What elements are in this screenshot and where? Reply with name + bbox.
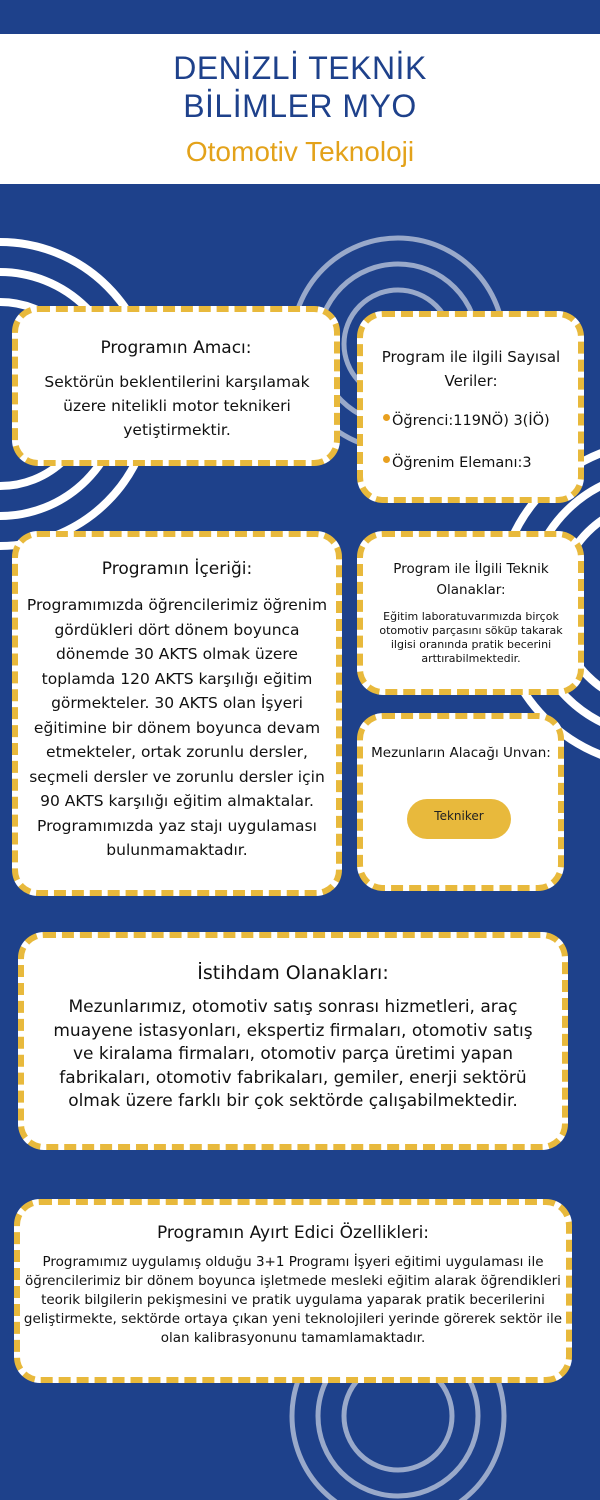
program-content-title: Programın İçeriği: — [101, 559, 253, 579]
numerical-data-title: Program ile ilgili Sayısal Veriler: — [381, 348, 561, 390]
technical-facilities-text: Eğitim laboratuvarımızda birçok otomotiv parçasını söküp takarak ilgisi oranında pratik becerini arttırabilmektedir. — [379, 610, 563, 665]
bullet-icon — [383, 456, 390, 463]
distinctive-features-text: Programımız uygulamış olduğu 3+1 Programı İşyeri eğitimi uygulaması ile öğrencilerimiz bir dönem boyunca işletmede mesleki eğitim alarak öğrendikleri teorik bilgilerin pekişmesini ve pratik uygulama yaparak pratik becerilerini geliştirmekte, sektörde ortaya çıkan yeni teknolojileri yerinde görerek sektör ile olan kalibrasyonunu tamamlamaktadır. — [23, 1254, 563, 1346]
page-subtitle: Otomotiv Teknoloji — [185, 136, 415, 167]
graduate-title-card — [357, 713, 564, 891]
employment-card — [18, 932, 568, 1150]
staff-count-item — [383, 455, 532, 471]
header-banner — [0, 34, 600, 184]
top-strip — [0, 0, 600, 34]
program-content-card — [12, 531, 342, 896]
employment-title: İstihdam Olanakları: — [197, 962, 389, 984]
student-count-text: Öğrenci:119NÖ) 3(İÖ) — [392, 413, 550, 429]
page-title-line-1: DENİZLİ TEKNİK — [173, 50, 427, 86]
technical-facilities-card — [357, 531, 584, 695]
employment-text: Mezunlarımız, otomotiv satış sonrası hizmetleri, araç muayene istasyonları, ekspertiz firmaları, otomotiv satış ve kiralama firmaları, otomotiv parça üretimi yapan fabrikaları, otomotiv fabrikaları, gemiler, enerji sektörü olmak üzere farklı bir çok sektörde çalışabilmektedir. — [53, 997, 533, 1111]
program-purpose-card — [12, 306, 340, 466]
bullet-icon — [383, 414, 390, 421]
distinctive-features-card — [14, 1199, 572, 1383]
technical-facilities-title: Program ile İlgili Teknik Olanaklar: — [393, 561, 549, 598]
graduate-title-heading: Mezunların Alacağı Unvan: — [371, 745, 551, 761]
program-purpose-title: Programın Amacı: — [100, 338, 252, 358]
staff-count-text: Öğrenim Elemanı:3 — [392, 455, 532, 471]
numerical-data-card — [357, 311, 584, 503]
graduate-title-badge: Tekniker — [407, 799, 511, 839]
program-content-text: Programımızda öğrencilerimiz öğrenim gördükleri dört dönem boyunca dönemde 30 AKTS olmak üzere toplamda 120 AKTS karşılığı eğitim görmekteler. 30 AKTS olan İşyeri eğitimine bir dönem boyunca devam etmekteler, ortak zorunlu dersler, seçmeli dersler ve zorunlu dersler için 90 AKTS karşılığı eğitim almaktalar. Programımızda yaz stajı uygulaması bulunmamaktadır. — [26, 596, 328, 859]
student-count-item — [383, 413, 550, 429]
program-purpose-text: Sektörün beklentilerini karşılamak üzere nitelikli motor teknikeri yetiştirmektir. — [44, 373, 310, 439]
page-title-line-2: BİLİMLER MYO — [183, 88, 417, 124]
distinctive-features-title: Programın Ayırt Edici Özellikleri: — [156, 1223, 430, 1243]
